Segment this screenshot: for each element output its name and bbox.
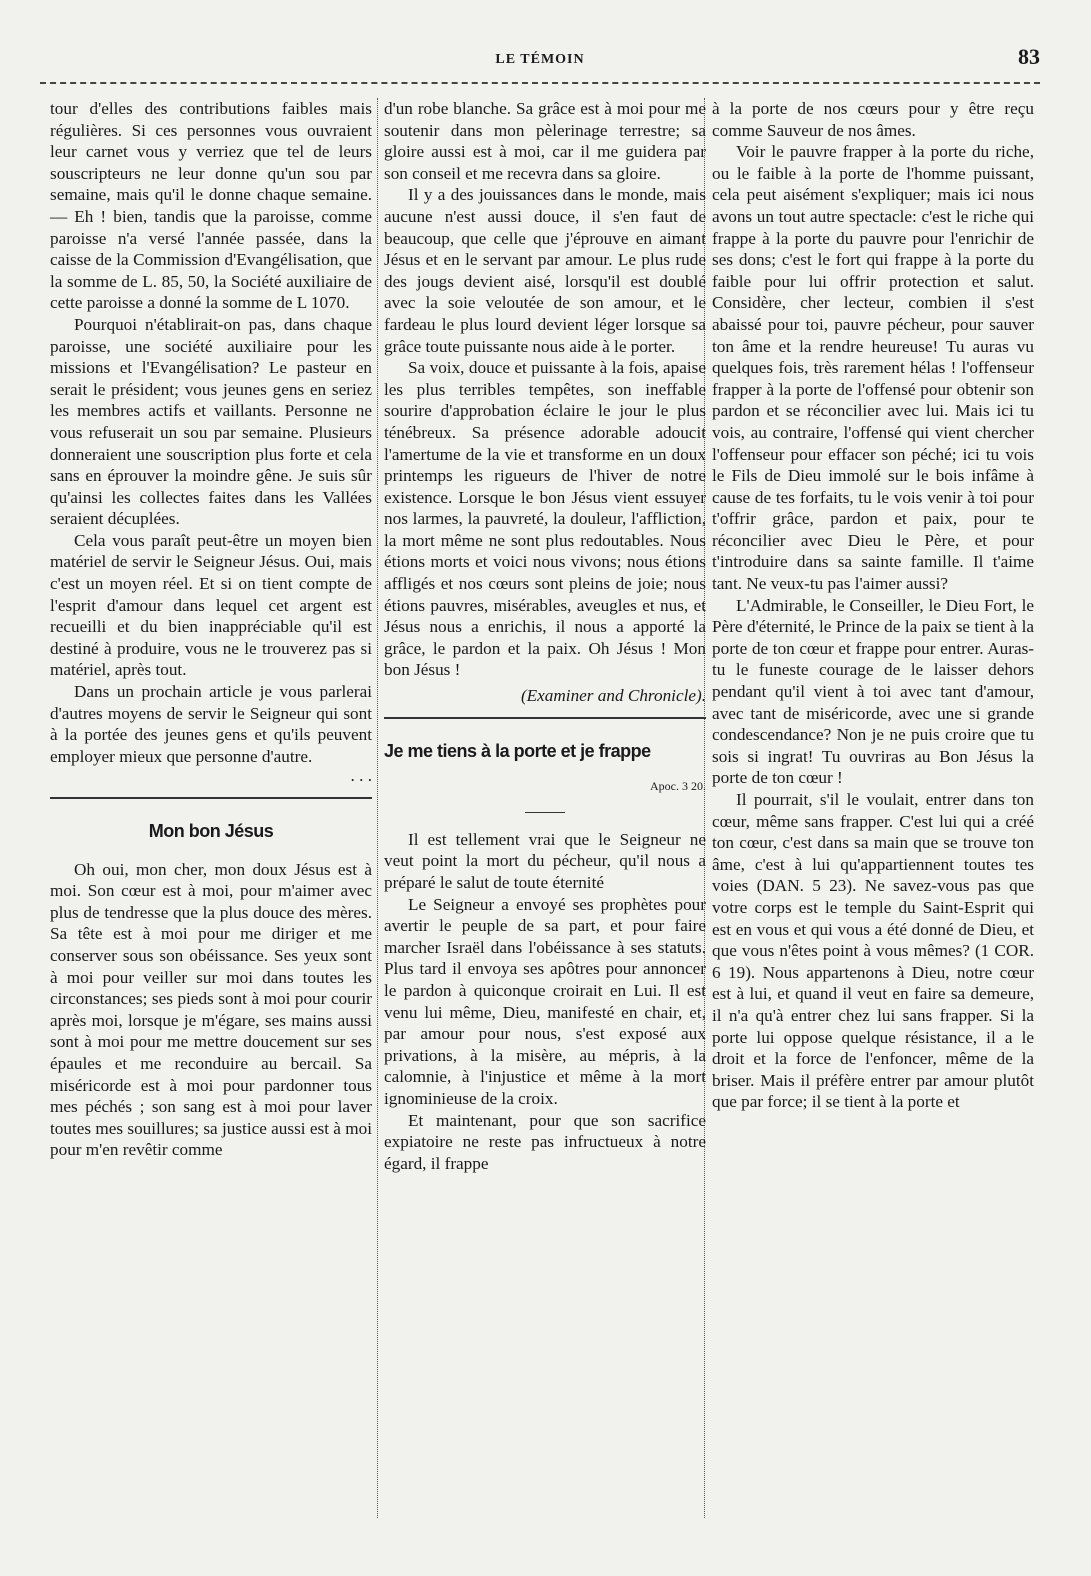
- column-2: [384, 98, 706, 1174]
- section-separator: [384, 717, 706, 719]
- header-rule: [40, 82, 1040, 84]
- paragraph: d'un robe blanche. Sa grâce est à moi pour me soutenir dans mon pèlerinage terrestre; sa gloire aussi est à moi, car il me guidera par son conseil et me recevra dans sa gloire.: [384, 99, 706, 183]
- paragraph: Et maintenant, pour que son sacrifice expiatoire ne reste pas infructueux à notre égard, il frappe: [384, 1110, 706, 1173]
- paragraph: Sa voix, douce et puissante à la fois, apaise les plus terribles tempêtes, son ineffable sourire d'approbation éclaire le jour le plus ténébreux. Sa présence adorable adoucit l'amertume de la vie et transforme en un doux printemps les rigueurs de l'hiver de notre existence. Lorsque le bon Jésus vient essuyer nos larmes, la pauvreté, la douleur, l'affliction, la mort même ne sont plus redoutables. Nous étions morts et voici nous vivons; nous étions affligés et nos cœurs sont pleins de joie; nous étions pauvres, misérables, aveugles et nus, et Jésus nous a enrichis, il nous a apporté la grâce, le pardon et la paix. Oh Jésus ! Mon bon Jésus !: [384, 358, 706, 680]
- scripture-reference: Apoc. 3 20.: [650, 779, 706, 794]
- paragraph: Le Seigneur a envoyé ses prophètes pour avertir le peuple de sa part, et pour faire marcher Israël dans l'obéissance à ses statuts. Plus tard il envoya ses apôtres pour annoncer le pardon à quiconque croirait en Lui. Il est venu lui même, Dieu, manifesté en chair, et, par amour pour nous, s'est exposé aux privations, à la misère, au mépris, à la calomnie, à l'injustice et même à la mort ignominieuse de la croix.: [384, 894, 706, 1108]
- article-title: Je me tiens à la porte et je frappe: [384, 740, 651, 761]
- paragraph: à la porte de nos cœurs pour y être reçu comme Sauveur de nos âmes.: [712, 99, 1034, 140]
- column-divider: [377, 98, 378, 1518]
- article-title: Mon bon Jésus: [148, 821, 274, 841]
- column-1: [50, 98, 372, 1161]
- paragraph: tour d'elles des contributions faibles mais régulières. Si ces personnes vous ouvraient leur carnet vous y verriez que tel de leurs souscripteurs ne leur donne qu'un sou par semaine, mais qu'il le donne chaque semaine. — Eh ! bien, tandis que la paroisse, comme paroisse n'a versé l'année passée, dans la caisse de la Commission d'Evangélisation, que la somme de L. 85, 50, la Société auxiliaire de cette paroisse a donné la somme de L 1070.: [50, 99, 372, 313]
- paragraph: Oh oui, mon cher, mon doux Jésus est à moi. Son cœur est à moi, pour m'aimer avec plus de tendresse que la plus douce des mères. Sa tête est à moi pour me diriger et me conserver sous son obéissance. Ses yeux sont à moi pour veiller sur moi dans toutes les circonstances; ses pieds sont à moi pour courir après moi, lorsque je m'égare, ses mains aussi sont à moi pour me mettre doucement sur ses épaules et me reconduire au bercail. Sa miséricorde est à moi pour pardonner tous mes péchés ; son sang est à moi pour laver toutes mes souillures; sa justice aussi est à moi pour m'en revêtir comme: [50, 859, 372, 1160]
- paragraph: Il y a des jouissances dans le monde, mais aucune n'est aussi douce, il s'en faut de beaucoup, que celle que j'éprouve en aimant Jésus et en le servant par amour. Le plus rude des jougs devient aisé, lorsqu'il est doublé avec la soie veloutée de son amour, et le fardeau le plus lourd devient léger lorsque sa grâce toute puissante nous aide à le porter.: [384, 185, 706, 356]
- page-header: [40, 40, 1040, 80]
- paragraph: Dans un prochain article je vous parlerai d'autres moyens de servir le Seigneur qui sont à la portée des jeunes gens et qu'ils peuvent employer mieux que personne d'autre.: [50, 682, 372, 766]
- short-rule: [525, 812, 565, 813]
- paragraph: Il pourrait, s'il le voulait, entrer dans ton cœur, même sans frapper. C'est lui qui a créé ton cœur, c'est dans sa main que se trouve ton âme, c'est à lui qu'appartiennent toutes tes voies (DAN. 5 23). Ne savez-vous pas que votre corps est le temple du Saint-Esprit qui est en vous et qui vous a été donné de Dieu, et que vous n'êtes point à vous mêmes? (1 COR. 6 19). Nous appartenons à Dieu, notre cœur est à lui, et quand il veut en faire sa demeure, il n'a qu'à entrer chez lui sans frapper. Si la porte lui oppose quelque résistance, il a le droit et la force de l'enfoncer, même de la briser. Mais il préfère entrer par amour plutôt que par force; il se tient à la porte et: [712, 790, 1034, 1112]
- page-number: 83: [1018, 44, 1040, 69]
- paragraph: Pourquoi n'établirait-on pas, dans chaque paroisse, une société auxiliaire pour les missions et l'Evangélisation? Le pasteur en serait le président; vous jeunes gens en seriez les membres actifs et vaillants. Personne ne vous refuserait un sou par semaine. Plusieurs donneraient une souscription plus forte et cela sans en éprouver la moindre gêne. Je suis sûr qu'ainsi les collectes faites dans les Vallées seraient décuplées.: [50, 314, 372, 529]
- paragraph: Cela vous paraît peut-être un moyen bien matériel de servir le Seigneur Jésus. Oui, mais c'est un moyen réel. Et si on tient compte de l'esprit d'amour dans lequel cet argent est recueilli et du bien inappréciable qu'il est destiné à produire, vous ne le trouverez pas si matériel, après tout.: [50, 530, 372, 680]
- ellipsis: . . .: [350, 766, 372, 786]
- source-signature: (Examiner and Chronicle).: [520, 686, 706, 706]
- paragraph: L'Admirable, le Conseiller, le Dieu Fort, le Père d'éternité, le Prince de la paix se tient à la porte de ton cœur et frappe pour entrer. Auras-tu le funeste courage de le laisser dehors pendant qu'il vient à toi avec tant d'amour, avec tant de miséricorde, avec une si grande condescendance? Non je ne puis croire que tu sois si ingrat! Tu ouvriras au Bon Jésus la porte de ton cœur !: [712, 595, 1034, 788]
- paragraph: Il est tellement vrai que le Seigneur ne veut point la mort du pécheur, qu'il nous a préparé le salut de toute éternité: [384, 829, 706, 892]
- newspaper-title: LE TÉMOIN: [495, 52, 585, 67]
- column-3: [712, 98, 1034, 1113]
- section-separator: [50, 797, 372, 799]
- paragraph: Voir le pauvre frapper à la porte du riche, ou le faible à la porte de l'homme puissant, cela peut aisément s'expliquer; mais ici nous avons un tout autre spectacle: c'est le riche qui frappe à la porte du pauvre pour l'enrichir de ses dons; c'est le fort qui frappe à la porte du faible pour lui offrir protection et salut. Considère, cher lecteur, combien il s'est abaissé pour toi, pauvre pécheur, pour sauver ton âme et la rendre heureuse! Tu auras vu quelques fois, très rarement hélas ! l'offenseur frapper à la porte de l'offensé pour obtenir son pardon et se réconcilier avec lui. Mais ici tu vois, au contraire, l'offensé qui vient chercher l'offenseur pour effacer son péché; ici tu vois le Fils de Dieu immolé sur le bois infâme à cause de tes forfaits, tu le vois venir à toi pour t'offrir grâce, pardon et paix, pour te réconcilier avec Dieu le Père, et pour t'introduire dans sa sainte famille. Il t'aime tant. Ne veux-tu pas l'aimer aussi?: [712, 142, 1034, 594]
